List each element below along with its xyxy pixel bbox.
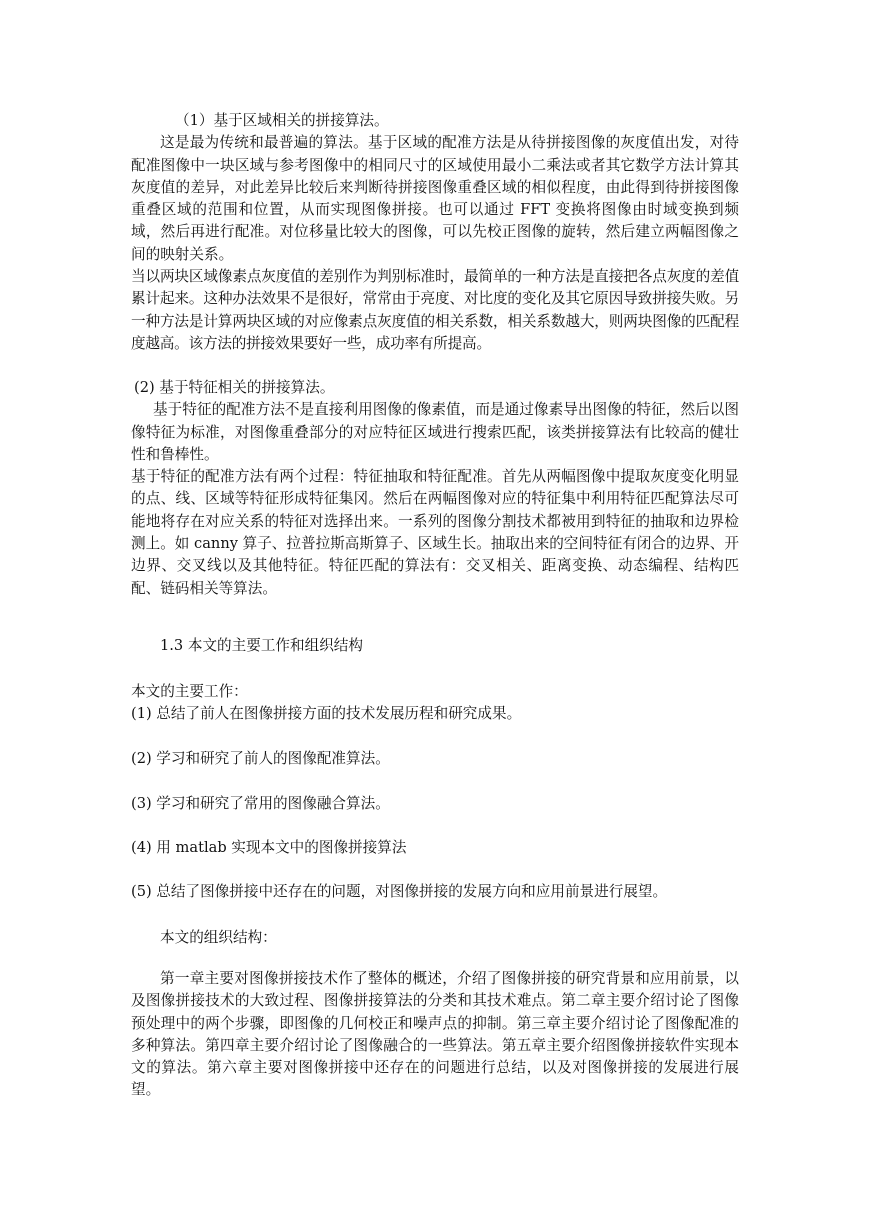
list-item: (3) 学习和研究了常用的图像融合算法。 (131, 795, 390, 812)
paragraph-region-intro: 这是最为传统和最普遍的算法。基于区域的配准方法是从待拼接图像的灰度值出发，对待配准图像中一块区域与参考图像中的相同尺寸的区域使用最小二乘法或者其它数学方法计算其灰度值的差异，对此差异比较后来判断待拼接图像重叠区域的相似程度，由此得到待拼接图像重叠区域的范围和位置，从而实现图像拼接。也可以通过 FFT 变换将图像由时域变换到频域，然后再进行配准。对位移量比较大的图像，可以先校正图像的旋转，然后建立两幅图像之间的映射关系。 (131, 134, 739, 263)
list-item: (1) 总结了前人在图像拼接方面的技术发展历程和研究成果。 (131, 705, 522, 723)
list-item: (4) 用 matlab 实现本文中的图像拼接算法 (131, 839, 407, 856)
feature-based-section (131, 377, 739, 600)
main-work-label: 本文的主要工作： (131, 683, 248, 700)
paragraph-feature-method: 基于特征的配准方法有两个过程：特征抽取和特征配准。首先从两幅图像中提取灰度变化明显的点、线、区域等特征形成特征集冈。然后在两幅图像对应的特征集中利用特征匹配算法尽可能地将存在对应关系的特征对选择出来。一系列的图像分割技术都被用到特征的抽取和边界检测上。如 canny 算子、拉普拉斯高斯算子、区域生长。抽取出来的空间特征有闭合的边界、开边界、交叉线以及其他特征。特征匹配的算法有：交叉相关、距离变换、动态编程、结构匹配、链码相关等算法。 (131, 468, 739, 597)
section-title: 1.3 本文的主要工作和组织结构 (160, 637, 363, 654)
region-based-section (131, 110, 739, 355)
paragraph-feature-intro: 基于特征的配准方法不是直接利用图像的像素值，而是通过像素导出图像的特征，然后以图像特征为标准，对图像重叠部分的对应特征区域进行搜索匹配，该类拼接算法有比较高的健壮性和鲁棒性。 (131, 401, 739, 463)
list-item: (2) 学习和研究了前人的图像配准算法。 (131, 750, 390, 767)
subsection-heading-region: （1）基于区域相关的拼接算法。 (175, 112, 389, 129)
subsection-heading-feature: (2) 基于特征相关的拼接算法。 (134, 379, 335, 396)
list-item: (5) 总结了图像拼接中还存在的问题，对图像拼接的发展方向和应用前景进行展望。 (131, 883, 668, 900)
paragraph-region-method: 当以两块区域像素点灰度值的差别作为判别标准时，最简单的一种方法是直接把各点灰度的差值累计起来。这种办法效果不是很好，常常由于亮度、对比度的变化及其它原因导致拼接失败。另一种方法是计算两块区域的对应像素点灰度值的相关系数，相关系数越大，则两块图像的匹配程度越高。该方法的拼接效果要好一些，成功率有所提高。 (131, 268, 739, 352)
main-work-list (131, 681, 739, 726)
organization-label: 本文的组织结构： (160, 929, 277, 946)
paragraph-organization: 第一章主要对图像拼接技术作了整体的概述，介绍了图像拼接的研究背景和应用前景，以及图像拼接技术的大致过程、图像拼接算法的分类和其技术难点。第二章主要介绍讨论了图像预处理中的两个步骤，即图像的几何校正和噪声点的抑制。第三章主要介绍讨论了图像配准的多种算法。第四章主要介绍讨论了图像融合的一些算法。第五章主要介绍图像拼接软件实现本文的算法。第六章主要对图像拼接中还存在的问题进行总结，以及对图像拼接的发展进行展望。 (131, 970, 739, 1099)
